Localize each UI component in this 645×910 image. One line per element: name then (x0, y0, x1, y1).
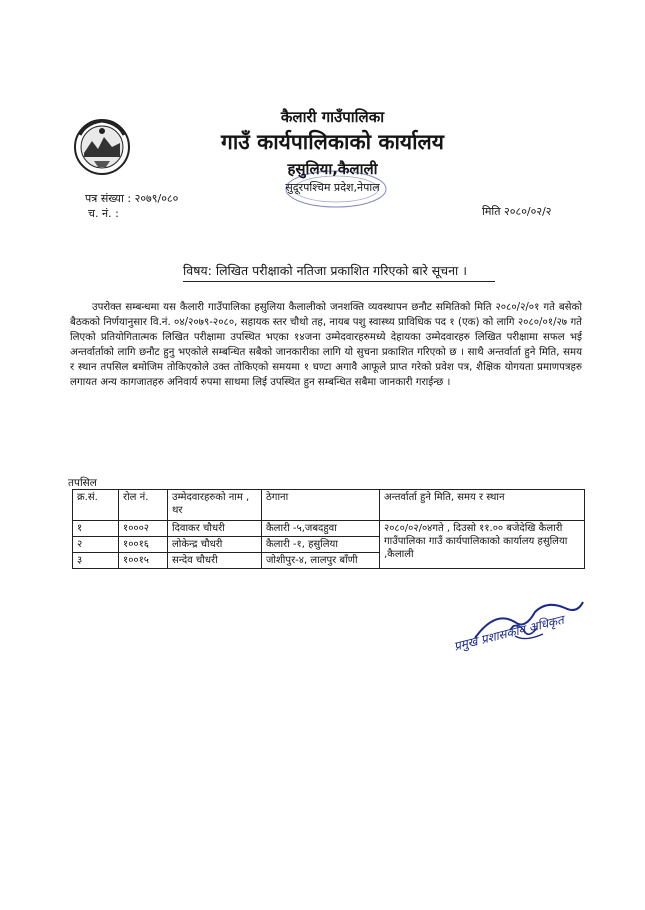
row-name: दिवाकर चौधरी (168, 521, 262, 537)
header-interview: अन्तर्वार्ता हुने मिति, समय र स्थान (380, 490, 585, 521)
interview-details: २०८०/०२/०४गते , दिउसो ११.०० बजेदेखि कैलारी गाउँपालिका गाउँ कार्यपालिकाको कार्यालय हसुलिया ,कैलाली (380, 521, 585, 569)
candidates-table (72, 489, 585, 569)
province-name: सुदूरपश्चिम प्रदेश,नेपाल (285, 181, 380, 194)
subject-underline (183, 281, 495, 282)
row-roll: १००१६ (119, 537, 168, 553)
notice-body: उपरोक्त सम्बन्धमा यस कैलारी गाउँपालिका हसुलिया कैलालीको जनशक्ति व्यवस्थापन छनौट समितिको मिति २०८०/२/०१ गते बसेको बैठकको निर्णयानुसार वि.नं. ०४/२०७९-२०८०, सहायक स्तर चौथो तह, नायब पशु स्वास्थ्य प्राविधिक पद १ (एक) को लागि २०८०/०१/२७ गते लिएको प्रतियोगितात्मक लिखित परीक्षामा उपस्थित भएका १४जना उम्मेदवारहरुमध्ये देहायका उम्मेदवारहरु लिखित परीक्षामा सफल भई अन्तर्वार्ताको लागि छनौट हुनु भएकोले सम्बन्धित सबैको जानकारीका लागि यो सुचना प्रकाशित गरिएको छ । साथै अन्तर्वार्ता हुने मिति, समय र स्थान तपसिल बमोजिम तोकिएकोले उक्त तोकिएको समयमा १ घण्टा अगावै आफूले प्राप्त गरेको प्रवेश पत्र, शैक्षिक योगयता प्रमाणपत्रहरु लगायत अन्य कागजातहरु अनिवार्य रुपमा साथमा लिई उपस्थित हुन सम्बन्धित सबैमा जानकारी गराईन्छ । (70, 302, 582, 388)
dispatch-number: च. नं. : (88, 207, 119, 220)
row-roll: १००१५ (119, 553, 168, 569)
row-sn: २ (73, 537, 119, 553)
header-sn: क्र.सं. (73, 490, 119, 521)
municipality-name: कैलारी गाउँपालिका (280, 108, 385, 126)
schedule-heading: तपसिल (68, 477, 97, 489)
header-roll: रोल नं. (119, 490, 168, 521)
row-address: कैलारी -५,जबदहुवा (262, 521, 380, 537)
signatory-title: प्रमुख प्रशासकीय अधिकृत (452, 612, 566, 654)
table-row (73, 521, 585, 537)
row-sn: ३ (73, 553, 119, 569)
reference-number: पत्र संख्या : २०७९/०८० (85, 192, 179, 205)
header-address: ठेगाना (262, 490, 380, 521)
row-address: जोशीपुर-४, लालपुर बाँणी (262, 553, 380, 569)
table-header-row (73, 490, 585, 521)
row-name: लोकेन्द्र चौधरी (168, 537, 262, 553)
header-name: उम्मेदवारहरुको नाम , थर (168, 490, 262, 521)
row-name: सन्देव चौधरी (168, 553, 262, 569)
office-location: हसुलिया,कैलाली (287, 160, 378, 178)
notice-subject: विषय: लिखित परीक्षाको नतिजा प्रकाशित गरिएको बारे सूचना । (183, 263, 467, 278)
row-roll: १०००२ (119, 521, 168, 537)
office-name: गाउँ कार्यपालिकाको कार्यालय (221, 130, 444, 154)
row-sn: १ (73, 521, 119, 537)
office-stamp-icon (282, 168, 390, 210)
letter-date: मिति २०८०/०२/२ (482, 205, 552, 218)
row-address: कैलारी -१, हसुलिया (262, 537, 380, 553)
